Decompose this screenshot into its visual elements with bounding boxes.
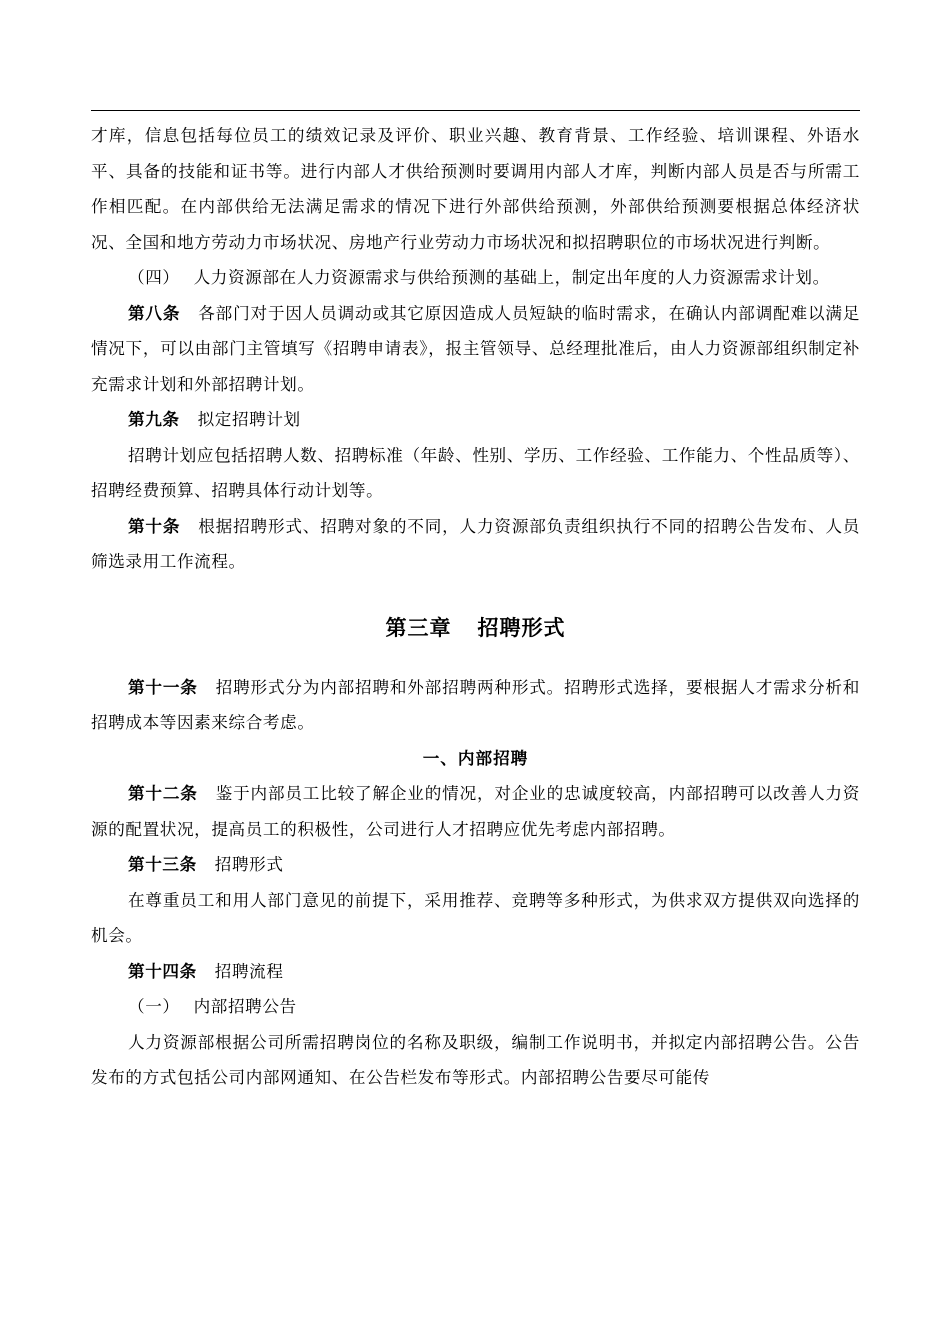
article-text: 招聘流程 [214, 961, 284, 981]
list-item [91, 989, 860, 1025]
article-text: 拟定招聘计划 [197, 410, 301, 429]
article-title: 第十三条 [128, 854, 197, 874]
article-title: 第八条 [128, 302, 181, 323]
article-title: 第十条 [128, 515, 181, 536]
chapter-heading [91, 608, 860, 648]
section-heading: 一、内部招聘 [422, 747, 529, 768]
article [91, 296, 860, 403]
article [91, 509, 860, 580]
list-item [91, 260, 860, 296]
list-item-text: 内部招聘公告 [193, 997, 297, 1016]
chapter-number: 第三章 [385, 614, 452, 640]
article-text: 根据招聘形式、招聘对象的不同，人力资源部负责组织执行不同的招聘公告发布、人员筛选录用工作流程。 [91, 516, 860, 571]
article-text: 各部门对于因人员调动或其它原因造成人员短缺的临时需求，在确认内部调配难以满足情况下，可以由部门主管填写《招聘申请表》，报主管领导、总经理批准后，由人力资源部组织制定补充需求计划和外部招聘计划。 [91, 303, 860, 394]
article-text: 招聘形式分为内部招聘和外部招聘两种形式。招聘形式选择，要根据人才需求分析和招聘成本等因素来综合考虑。 [91, 677, 860, 732]
paragraph: 人力资源部根据公司所需招聘岗位的名称及职级，编制工作说明书，并拟定内部招聘公告。公告发布的方式包括公司内部网通知、在公告栏发布等形式。内部招聘公告要尽可能传 [91, 1032, 860, 1087]
list-item-number: （一） [128, 997, 180, 1016]
article-text: 招聘形式 [214, 855, 284, 874]
list-item-text: 人力资源部在人力资源需求与供给预测的基础上，制定出年度的人力资源需求计划。 [193, 268, 830, 287]
paragraph: 才库，信息包括每位员工的绩效记录及评价、职业兴趣、教育背景、工作经验、培训课程、外语水平、具备的技能和证书等。进行内部人才供给预测时要调用内部人才库，判断内部人员是否与所需工作相匹配。在内部供给无法满足需求的情况下进行外部供给预测，外部供给预测要根据总体经济状况、全国和地方劳动力市场状况、房地产行业劳动力市场状况和拟招聘职位的市场状况进行判断。 [91, 126, 860, 252]
header-rule [91, 110, 860, 111]
chapter-title: 招聘形式 [477, 614, 566, 640]
article [91, 670, 860, 741]
article-title: 第十一条 [128, 676, 198, 697]
paragraph: 在尊重员工和用人部门意见的前提下，采用推荐、竞聘等多种形式，为供求双方提供双向选择的机会。 [91, 890, 860, 945]
document-body [91, 118, 860, 1096]
article-text: 鉴于内部员工比较了解企业的情况，对企业的忠诚度较高，内部招聘可以改善人力资源的配置状况，提高员工的积极性，公司进行人才招聘应优先考虑内部招聘。 [91, 784, 860, 839]
article-title: 第十四条 [128, 960, 197, 981]
article-title: 第十二条 [128, 783, 198, 803]
article-title: 第九条 [128, 409, 180, 429]
article [91, 776, 860, 847]
article [91, 402, 860, 438]
article [91, 847, 860, 883]
article [91, 954, 860, 990]
paragraph: 招聘计划应包括招聘人数、招聘标准（年龄、性别、学历、工作经验、工作能力、个性品质等）、招聘经费预算、招聘具体行动计划等。 [91, 445, 860, 500]
list-item-number: （四） [128, 268, 180, 287]
